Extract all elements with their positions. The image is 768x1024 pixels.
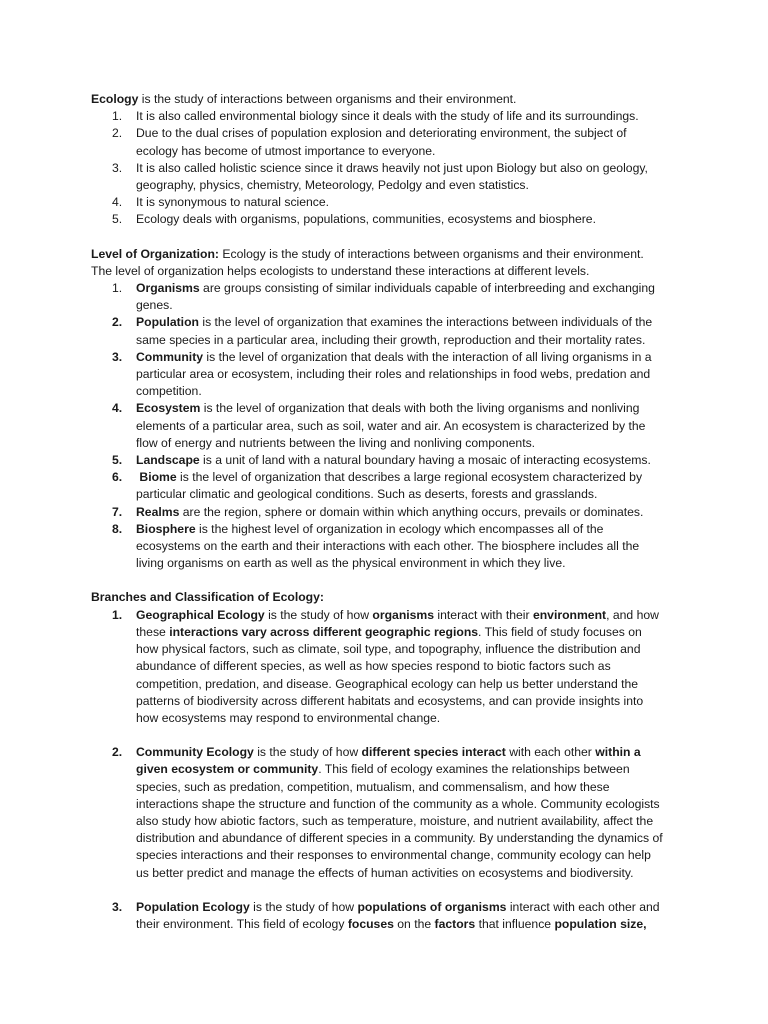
levels-text: Ecology is the study of interactions between organisms and their environment. The level of organization helps ecologists to understand these interactions at different levels.: [91, 246, 644, 278]
intro-list: [91, 108, 665, 228]
list-item-text: It is synonymous to natural science.: [136, 195, 330, 210]
intro-term: Ecology: [91, 92, 139, 106]
list-item-term: Community: [136, 349, 204, 364]
list-item-text: is a unit of land with a natural boundary having a mosaic of interacting ecosystems.: [199, 453, 651, 468]
branch-bold-text: environment: [532, 607, 607, 622]
list-item-text: is the level of organization that deals with both the living organisms and nonliving elements of a particular area, such as soil, water and air. An ecosystem is characterized by the flow of energy and nutrients between the living and nonliving components.: [136, 401, 646, 450]
list-item: [91, 469, 665, 503]
list-item-term: Biome: [136, 470, 177, 485]
branch-item: [91, 744, 665, 882]
list-item-text: is the level of organization that deals with the interaction of all living organisms in a particular area or ecosystem, including their roles and relationships in food webs, predation and competition.: [136, 349, 652, 399]
list-number: 5.: [112, 453, 123, 468]
list-number: 1.: [112, 607, 123, 622]
document-body: [91, 91, 665, 933]
branch-bold-text: organisms: [372, 607, 435, 622]
branch-text: is the study of how: [264, 607, 373, 622]
section-gap: [91, 572, 665, 589]
list-item-term: Biosphere: [136, 521, 196, 536]
branch-text: that influence: [475, 916, 555, 931]
branch-bold-text: Geographical Ecology: [136, 607, 265, 622]
list-item-text: are groups consisting of similar individuals capable of interbreeding and exchanging genes.: [136, 281, 655, 313]
list-item-term: Population: [136, 315, 199, 330]
branch-text: interact with their: [434, 607, 533, 622]
list-number: 2.: [112, 126, 123, 141]
list-item-term: Realms: [136, 504, 180, 519]
list-number: 2.: [112, 745, 123, 760]
list-item: [91, 314, 665, 348]
branch-text: with each other: [505, 745, 596, 760]
list-number: 2.: [112, 315, 123, 330]
list-item-term: Landscape: [136, 453, 200, 468]
branch-bold-text: within a given ecosystem or community: [136, 745, 641, 777]
list-item-text: Ecology deals with organisms, populations, communities, ecosystems and biosphere.: [136, 212, 596, 227]
list-number: 4.: [112, 195, 123, 210]
list-item-text: are the region, sphere or domain within which anything occurs, prevails or dominates.: [179, 504, 644, 519]
list-item-text: is the highest level of organization in ecology which encompasses all of the ecosystems on the earth and their interactions with each other. The biosphere includes all the living organisms on earth as well as the physical environment in which they live.: [136, 521, 640, 571]
list-number: 3.: [112, 160, 123, 175]
branch-bold-text: Community Ecology: [136, 745, 254, 760]
list-item: [91, 160, 665, 194]
list-number: 4.: [112, 401, 123, 416]
list-number: 1.: [112, 109, 123, 124]
list-item: [91, 280, 665, 314]
list-item-term: Organisms: [136, 281, 200, 296]
list-item-term: Ecosystem: [136, 401, 201, 416]
list-number: 3.: [112, 899, 123, 914]
list-item: [91, 125, 665, 159]
list-number: 3.: [112, 349, 123, 364]
branch-bold-text: Population Ecology: [136, 899, 250, 914]
levels-paragraph: [91, 246, 665, 280]
branch-bold-text: factors: [434, 916, 476, 931]
branch-text: is the study of how: [253, 745, 362, 760]
list-item: [91, 452, 665, 469]
list-item-text: It is also called environmental biology since it deals with the study of life and its surroundings.: [136, 109, 639, 124]
branch-text: is the study of how: [249, 899, 358, 914]
branch-bold-text: populations of organisms: [357, 899, 507, 914]
list-item: [91, 400, 665, 452]
list-number: 6.: [112, 470, 123, 485]
intro-text: is the study of interactions between organisms and their environment.: [138, 92, 517, 106]
branch-text: . This field of ecology examines the relationships between species, such as predation, competition, mutualism, and commensalism, and how these interactions shape the structure and function of the community as a whole. Community ecologists also study how abiotic factors, such as temperature, moisture, and nutrient availability, affect the distribution and abundance of different species in a community. By understanding the dynamics of species interactions and their responses to environmental change, community ecology can help us better predict and manage the effects of human activities on ecosystems and biodiversity.: [136, 762, 663, 880]
branch-text: interact with each other and their environment. This field of ecology: [136, 899, 660, 931]
levels-heading: Level of Organization:: [91, 246, 219, 261]
branch-bold-text: population size,: [554, 916, 647, 931]
levels-list: [91, 280, 665, 572]
list-number: 1.: [112, 281, 123, 296]
list-number: 5.: [112, 212, 123, 227]
list-item: [91, 211, 665, 228]
branch-bold-text: different species interact: [361, 745, 506, 760]
list-item: [91, 194, 665, 211]
branch-text: . This field of study focuses on how physical factors, such as climate, soil type, and topography, influence the distribution and abundance of different species, as well as how species respond to biotic factors such as competition, predation, and disease. Geographical ecology can help us better understand the patterns of biodiversity across different habitats and ecosystems, and can provide insights into how ecosystems may respond to environmental change.: [136, 624, 644, 725]
branch-bold-text: focuses: [347, 916, 394, 931]
branches-list: [91, 607, 665, 933]
list-item: [91, 521, 665, 573]
list-item: [91, 504, 665, 521]
branch-bold-text: interactions vary across different geographic regions: [169, 624, 479, 639]
list-item-text: is the level of organization that describes a large regional ecosystem characterized by particular climatic and geological conditions. Such as deserts, forests and grasslands.: [136, 470, 643, 502]
list-number: 8.: [112, 521, 123, 536]
list-item-text: is the level of organization that examines the interactions between individuals of the same species in a particular area, including their growth, reproduction and their mortality rates.: [136, 315, 653, 347]
branches-heading: [91, 589, 665, 606]
intro-paragraph: [91, 91, 665, 108]
list-number: 7.: [112, 504, 123, 519]
branch-item: [91, 607, 665, 727]
branch-item: [91, 899, 665, 933]
list-item-text: Due to the dual crises of population explosion and deteriorating environment, the subject of ecology has become of utmost importance to everyone.: [136, 126, 627, 158]
branch-text: , and how these: [136, 607, 659, 639]
branch-text: on the: [393, 916, 435, 931]
list-item: [91, 108, 665, 125]
branches-heading-text: Branches and Classification of Ecology:: [91, 590, 324, 605]
list-item-text: It is also called holistic science since it draws heavily not just upon Biology but also on geology, geography, physics, chemistry, Meteorology, Pedolgy and even statistics.: [136, 160, 648, 193]
section-gap: [91, 229, 665, 246]
list-item: [91, 349, 665, 401]
